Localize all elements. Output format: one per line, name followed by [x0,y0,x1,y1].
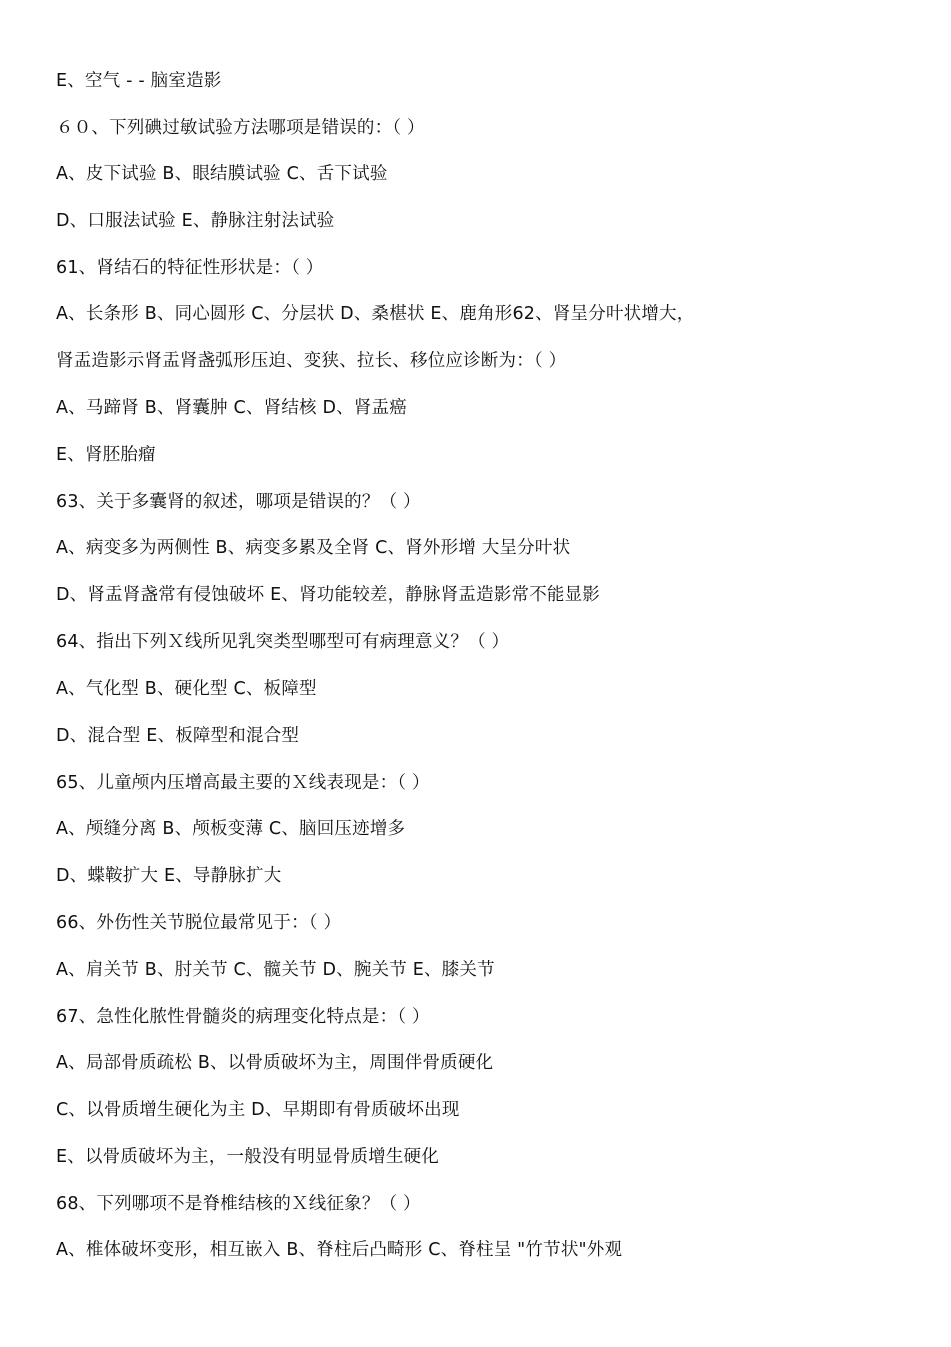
options-64-de: D、混合型 E、板障型和混合型 [56,726,300,746]
options-60-de: D、口服法试验 E、静脉注射法试验 [56,211,335,231]
options-64-abc: A、气化型 B、硬化型 C、板障型 [56,679,317,699]
question-67: 67、急性化脓性骨髓炎的病理变化特点是：（ ） [56,1007,430,1027]
options-60-abc: A、皮下试验 B、眼结膜试验 C、舌下试验 [56,164,388,184]
options-67-e: E、以骨质破坏为主，一般没有明显骨质增生硬化 [56,1147,439,1167]
options-63-abc: A、病变多为两侧性 B、病变多累及全肾 C、肾外形增 大呈分叶状 [56,538,571,558]
options-68-abc: A、椎体破坏变形，相互嵌入 B、脊柱后凸畸形 C、脊柱呈 "竹节状"外观 [56,1240,623,1260]
options-61-and-question-62: A、长条形 B、同心圆形 C、分层状 D、桑椹状 E、鹿角形62、肾呈分叶状增大， [56,304,695,324]
option-line-59e: E、空气 - - 脑室造影 [56,71,222,91]
options-67-ab: A、局部骨质疏松 B、以骨质破坏为主，周围伴骨质硬化 [56,1053,494,1073]
question-60: ６０、下列碘过敏试验方法哪项是错误的：（ ） [56,118,425,138]
options-63-de: D、肾盂肾盏常有侵蚀破坏 E、肾功能较差，静脉肾盂造影常不能显影 [56,585,600,605]
question-63: 63、关于多囊肾的叙述，哪项是错误的？（ ） [56,492,421,512]
question-65: 65、儿童颅内压增高最主要的Ｘ线表现是：（ ） [56,773,430,793]
options-66: A、肩关节 B、肘关节 C、髋关节 D、腕关节 E、膝关节 [56,960,495,980]
options-62-abcd: A、马蹄肾 B、肾囊肿 C、肾结核 D、肾盂癌 [56,398,407,418]
options-67-cd: C、以骨质增生硬化为主 D、早期即有骨质破坏出现 [56,1100,460,1120]
options-65-abc: A、颅缝分离 B、颅板变薄 C、脑回压迹增多 [56,819,406,839]
question-68: 68、下列哪项不是脊椎结核的Ｘ线征象？（ ） [56,1194,421,1214]
question-66: 66、外伤性关节脱位最常见于：（ ） [56,913,342,933]
options-62-e: E、肾胚胎瘤 [56,445,156,465]
question-62-continued: 肾盂造影示肾盂肾盏弧形压迫、变狭、拉长、移位应诊断为：（ ） [56,351,567,371]
options-65-de: D、蝶鞍扩大 E、导静脉扩大 [56,866,282,886]
question-61: 61、肾结石的特征性形状是：（ ） [56,258,324,278]
question-64: 64、指出下列Ｘ线所见乳突类型哪型可有病理意义？（ ） [56,632,510,652]
